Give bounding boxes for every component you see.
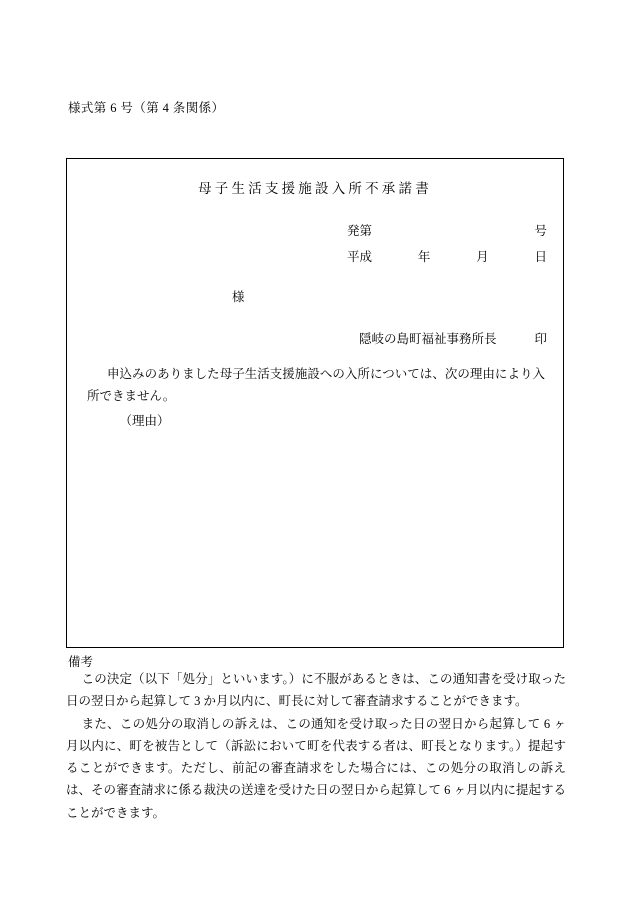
addressee-honorific: 様 xyxy=(232,290,245,304)
body-text: 申込みのありました母子生活支援施設への入所については、次の理由により入所できません。 xyxy=(87,367,545,403)
form-number: 様式第 6 号（第 4 条関係） xyxy=(68,101,225,115)
issuer-name: 隠岐の島町福祉事務所長 xyxy=(358,332,497,346)
date-day-label: 日 xyxy=(534,250,547,264)
date-year-label: 年 xyxy=(417,250,431,264)
issue-number-line xyxy=(347,221,547,239)
seal-mark: 印 xyxy=(534,332,547,346)
notes-paragraph: また、この処分の取消しの訴えは、この通知を受け取った日の翌日から起算して 6 ヶ月以内に、町を被告として（訴訟において町を代表する者は、町長となります。）提起することができます。ただし、前記の審査請求をした場合には、この処分の取消しの訴えは、その審査請求に係る裁決の送達を受けた日の翌日から起算して 6 ヶ月以内に提起することができます。 xyxy=(66,716,567,820)
issue-number-label: 発第 xyxy=(347,224,373,238)
form-body-box xyxy=(66,158,564,648)
date-line xyxy=(347,247,547,265)
date-month-label: 月 xyxy=(476,250,489,264)
issue-number-unit: 号 xyxy=(534,224,547,238)
reason-label: （理由） xyxy=(119,414,170,428)
notes-label: 備考 xyxy=(68,655,94,669)
document-title: 母子生活支援施設入所不承諾書 xyxy=(198,181,432,196)
notes-paragraph: この決定（以下「処分」といいます。）に不服があるときは、この通知書を受け取った日の翌日から起算して 3 か月以内に、町長に対して審査請求することができます。 xyxy=(66,672,566,709)
notes-body xyxy=(66,668,566,824)
date-era-label: 平成 xyxy=(347,250,373,264)
issuer-line xyxy=(359,329,547,347)
